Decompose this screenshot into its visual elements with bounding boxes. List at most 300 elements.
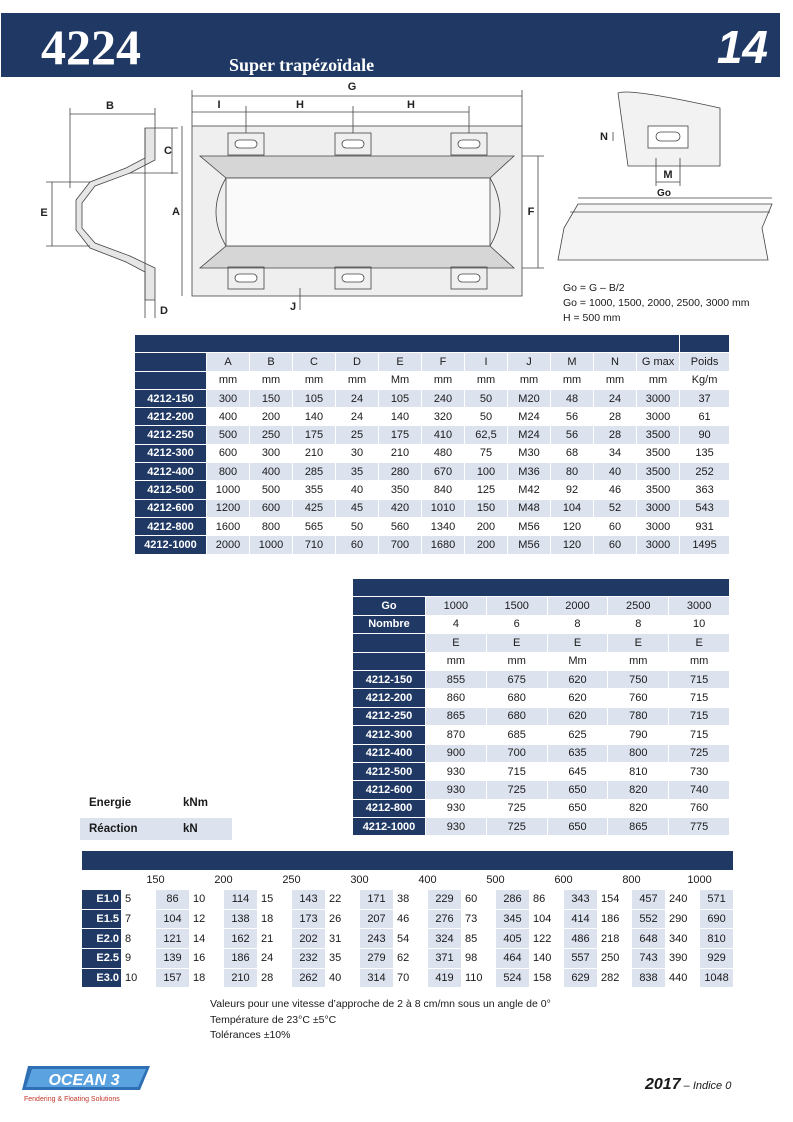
- table-row: [353, 744, 730, 762]
- table-cell: 175: [293, 426, 336, 444]
- energy-cell: 390: [666, 948, 700, 968]
- table-cell: 800: [250, 517, 293, 535]
- table-cell: 28: [594, 408, 637, 426]
- reaction-cell: 1048: [700, 968, 734, 988]
- table-row: [135, 499, 730, 517]
- row-label: E1.0: [82, 890, 122, 910]
- column-header: N: [594, 353, 637, 371]
- table-cell: 820: [608, 799, 669, 817]
- reaction-cell: 286: [496, 890, 530, 910]
- table-cell: 600: [250, 499, 293, 517]
- row-label: E1.5: [82, 909, 122, 929]
- energy-cell: 240: [666, 890, 700, 910]
- table-cell: 3000: [637, 389, 680, 407]
- energy-cell: 28: [258, 968, 292, 988]
- energy-cell: 73: [462, 909, 496, 929]
- table-title-row: [82, 851, 734, 871]
- dim-label-e: E: [40, 207, 48, 219]
- table-cell: 715: [669, 726, 730, 744]
- dim-label-b: B: [106, 100, 114, 112]
- table-cell: 650: [547, 781, 608, 799]
- reaction-cell: 162: [224, 929, 258, 949]
- row-label: E3.0: [82, 968, 122, 988]
- unit-cell: mm: [486, 652, 547, 670]
- unit-cell: Mm: [379, 371, 422, 389]
- table-cell: 500: [250, 481, 293, 499]
- table-cell: 865: [426, 707, 487, 725]
- table-cell: 48: [551, 389, 594, 407]
- unit-cell: mm: [465, 371, 508, 389]
- corner-cell: [135, 371, 207, 389]
- table-cell: 140: [293, 408, 336, 426]
- energy-cell: 340: [666, 929, 700, 949]
- table-row: [353, 818, 730, 836]
- energy-cell: 290: [666, 909, 700, 929]
- table-cell: 3000: [637, 536, 680, 554]
- table-cell: 210: [379, 444, 422, 462]
- table-cell: 650: [547, 799, 608, 817]
- table-cell: 100: [465, 463, 508, 481]
- footer: [645, 1076, 731, 1094]
- table-cell: 1495: [680, 536, 730, 554]
- reaction-cell: 114: [224, 890, 258, 910]
- table-cell: 250: [250, 426, 293, 444]
- column-header: I: [465, 353, 508, 371]
- reaction-cell: 838: [632, 968, 666, 988]
- reaction-cell: 571: [700, 890, 734, 910]
- table-cell: 3500: [637, 426, 680, 444]
- energy-cell: 110: [462, 968, 496, 988]
- table-cell: 210: [293, 444, 336, 462]
- energy-cell: 70: [394, 968, 428, 988]
- row-label: E2.5: [82, 948, 122, 968]
- table-cell: 730: [669, 762, 730, 780]
- table-cell: 50: [336, 517, 379, 535]
- reaction-cell: 143: [292, 890, 326, 910]
- nombre-value: 8: [608, 615, 669, 633]
- table-cell: 930: [426, 781, 487, 799]
- reaction-cell: 343: [564, 890, 598, 910]
- energy-cell: 38: [394, 890, 428, 910]
- table-cell: 635: [547, 744, 608, 762]
- table-title-bar: [353, 579, 730, 597]
- table-cell: 37: [680, 389, 730, 407]
- table-cell: 3000: [637, 517, 680, 535]
- table-cell: M24: [508, 408, 551, 426]
- reaction-cell: 173: [292, 909, 326, 929]
- table-cell: 645: [547, 762, 608, 780]
- table-cell: 625: [547, 726, 608, 744]
- table-cell: 24: [336, 408, 379, 426]
- footer-suffix: – Indice 0: [680, 1080, 732, 1092]
- table-cell: 200: [250, 408, 293, 426]
- column-header: J: [508, 353, 551, 371]
- reaction-cell: 464: [496, 948, 530, 968]
- dim-label-d: D: [160, 305, 168, 317]
- energy-cell: 9: [122, 948, 156, 968]
- table-cell: 60: [594, 517, 637, 535]
- ocean3-logo: [22, 1064, 154, 1104]
- table-cell: 685: [486, 726, 547, 744]
- size-header: 400: [394, 870, 462, 890]
- table-row: [135, 444, 730, 462]
- dim-label-a: A: [172, 206, 180, 218]
- table-cell: 700: [379, 536, 422, 554]
- table-cell: 1600: [207, 517, 250, 535]
- size-header: 150: [122, 870, 190, 890]
- table-cell: 725: [669, 744, 730, 762]
- energy-cell: 85: [462, 929, 496, 949]
- row-label: 4212-250: [135, 426, 207, 444]
- table-cell: 150: [250, 389, 293, 407]
- row-label: 4212-400: [353, 744, 426, 762]
- table-cell: M56: [508, 517, 551, 535]
- table-cell: M42: [508, 481, 551, 499]
- table-cell: 300: [250, 444, 293, 462]
- table-cell: M36: [508, 463, 551, 481]
- energy-cell: 62: [394, 948, 428, 968]
- energy-cell: 46: [394, 909, 428, 929]
- e-header: E: [608, 634, 669, 652]
- column-header: F: [422, 353, 465, 371]
- nombre-row: [353, 615, 730, 633]
- table-cell: 140: [379, 408, 422, 426]
- table-cell: 355: [293, 481, 336, 499]
- table-cell: M20: [508, 389, 551, 407]
- table-cell: 760: [608, 689, 669, 707]
- row-label: 4212-300: [135, 444, 207, 462]
- table-cell: 620: [547, 670, 608, 688]
- nombre-value: 10: [669, 615, 730, 633]
- formulas: [563, 281, 750, 326]
- go-value: 2500: [608, 597, 669, 615]
- table-cell: 1000: [250, 536, 293, 554]
- reaction-cell: 557: [564, 948, 598, 968]
- table-cell: 363: [680, 481, 730, 499]
- reaction-cell: 232: [292, 948, 326, 968]
- footer-year: 2017: [645, 1076, 681, 1093]
- energy-cell: 250: [598, 948, 632, 968]
- nombre-value: 6: [486, 615, 547, 633]
- table-cell: 620: [547, 689, 608, 707]
- table-cell: 1340: [422, 517, 465, 535]
- table-row: [135, 389, 730, 407]
- energy-cell: 22: [326, 890, 360, 910]
- reaction-cell: 138: [224, 909, 258, 929]
- energy-cell: 186: [598, 909, 632, 929]
- row-label: 4212-200: [135, 408, 207, 426]
- go-value: 2000: [547, 597, 608, 615]
- row-label: 4212-500: [353, 762, 426, 780]
- table-cell: 790: [608, 726, 669, 744]
- header-row: [135, 353, 730, 371]
- row-label: 4212-600: [353, 781, 426, 799]
- reaction-cell: 810: [700, 929, 734, 949]
- reaction-cell: 345: [496, 909, 530, 929]
- e-header: E: [547, 634, 608, 652]
- column-header: G max: [637, 353, 680, 371]
- table-row: [353, 781, 730, 799]
- energy-cell: 5: [122, 890, 156, 910]
- e-header: E: [669, 634, 730, 652]
- table-cell: M24: [508, 426, 551, 444]
- table-cell: 500: [207, 426, 250, 444]
- table-cell: 125: [465, 481, 508, 499]
- table-cell: M30: [508, 444, 551, 462]
- table-cell: 25: [336, 426, 379, 444]
- table-cell: 60: [594, 536, 637, 554]
- reaction-cell: 229: [428, 890, 462, 910]
- table-cell: 3500: [637, 444, 680, 462]
- energy-cell: 218: [598, 929, 632, 949]
- reaction-cell: 324: [428, 929, 462, 949]
- table-cell: 865: [608, 818, 669, 836]
- side-profile: [76, 128, 155, 300]
- table-cell: 750: [608, 670, 669, 688]
- dim-label-go: Go: [657, 188, 671, 199]
- corner-cell: [353, 652, 426, 670]
- table-row: [135, 408, 730, 426]
- reaction-cell: 186: [224, 948, 258, 968]
- unit-cell: mm: [551, 371, 594, 389]
- table-row: [353, 689, 730, 707]
- row-label: 4212-250: [353, 707, 426, 725]
- energy-cell: 158: [530, 968, 564, 988]
- formula-line: Go = 1000, 1500, 2000, 2500, 3000 mm: [563, 297, 750, 309]
- table-row: [353, 726, 730, 744]
- table-cell: 775: [669, 818, 730, 836]
- table-cell: 92: [551, 481, 594, 499]
- table-cell: 740: [669, 781, 730, 799]
- page-number: 14: [716, 21, 768, 73]
- reaction-cell: 629: [564, 968, 598, 988]
- reaction-cell: 419: [428, 968, 462, 988]
- row-label: 4212-600: [135, 499, 207, 517]
- row-label: 4212-150: [135, 389, 207, 407]
- table-cell: 50: [465, 389, 508, 407]
- unit-cell: mm: [508, 371, 551, 389]
- table-cell: 410: [422, 426, 465, 444]
- table-cell: M56: [508, 536, 551, 554]
- model-number: 4224: [41, 19, 141, 75]
- table-row: [353, 707, 730, 725]
- size-header: 250: [258, 870, 326, 890]
- row-label: 4212-1000: [135, 536, 207, 554]
- reaction-cell: 486: [564, 929, 598, 949]
- energy-cell: 122: [530, 929, 564, 949]
- e-header: E: [486, 634, 547, 652]
- unit-cell: mm: [250, 371, 293, 389]
- dim-label-j: J: [289, 301, 297, 313]
- column-header: M: [551, 353, 594, 371]
- table-cell: 670: [422, 463, 465, 481]
- reaction-cell: 743: [632, 948, 666, 968]
- table-cell: 280: [379, 463, 422, 481]
- reaction-cell: 157: [156, 968, 190, 988]
- go-label: Go: [353, 597, 426, 615]
- dim-label-i: I: [217, 99, 221, 111]
- table-cell: 675: [486, 670, 547, 688]
- nombre-label: Nombre: [353, 615, 426, 633]
- reaction-cell: 202: [292, 929, 326, 949]
- table-title-bar: [82, 851, 734, 871]
- size-header: 600: [530, 870, 598, 890]
- table-row: [353, 799, 730, 817]
- energie-label: Energie: [89, 797, 132, 809]
- formula-line: H = 500 mm: [563, 312, 621, 324]
- reaction-cell: 139: [156, 948, 190, 968]
- unit-cell: Mm: [547, 652, 608, 670]
- go-row: [353, 597, 730, 615]
- table-cell: 50: [465, 408, 508, 426]
- note-line: Tolérances ±10%: [210, 1029, 291, 1041]
- energy-cell: 10: [122, 968, 156, 988]
- table-cell: 1000: [207, 481, 250, 499]
- dim-label-f: F: [527, 206, 535, 218]
- row-label: 4212-400: [135, 463, 207, 481]
- table-cell: 715: [669, 707, 730, 725]
- table-cell: 800: [207, 463, 250, 481]
- units-row: [135, 371, 730, 389]
- reaction-cell: 104: [156, 909, 190, 929]
- table-cell: 2000: [207, 536, 250, 554]
- table-cell: 75: [465, 444, 508, 462]
- table-cell: 1010: [422, 499, 465, 517]
- table-cell: 200: [465, 517, 508, 535]
- size-header: 200: [190, 870, 258, 890]
- energy-cell: 18: [190, 968, 224, 988]
- energy-cell: 86: [530, 890, 564, 910]
- row-label: 4212-800: [135, 517, 207, 535]
- energy-cell: 35: [326, 948, 360, 968]
- table-cell: 931: [680, 517, 730, 535]
- energy-cell: 282: [598, 968, 632, 988]
- table-cell: 3000: [637, 499, 680, 517]
- size-header: 300: [326, 870, 394, 890]
- corner-cell: [135, 353, 207, 371]
- table-cell: 715: [486, 762, 547, 780]
- energy-cell: 18: [258, 909, 292, 929]
- table-row: [135, 481, 730, 499]
- reaction-cell: 457: [632, 890, 666, 910]
- table-cell: M48: [508, 499, 551, 517]
- reaction-cell: 207: [360, 909, 394, 929]
- size-header-row: [82, 870, 734, 890]
- table-cell: 725: [486, 781, 547, 799]
- table-cell: 350: [379, 481, 422, 499]
- table-cell: 700: [486, 744, 547, 762]
- reaction-cell: 279: [360, 948, 394, 968]
- energy-cell: 40: [326, 968, 360, 988]
- row-label: 4212-150: [353, 670, 426, 688]
- table-title-row: [135, 335, 730, 353]
- formula-line: Go = G – B/2: [563, 282, 625, 294]
- unit-cell: mm: [336, 371, 379, 389]
- table-title-bar: [135, 335, 680, 353]
- e-values-table: [352, 578, 730, 836]
- performance-table: [81, 850, 734, 988]
- table-cell: 930: [426, 799, 487, 817]
- unit-cell: mm: [637, 371, 680, 389]
- table-cell: 30: [336, 444, 379, 462]
- table-cell: 105: [379, 389, 422, 407]
- table-cell: 900: [426, 744, 487, 762]
- size-header: 800: [598, 870, 666, 890]
- e-header: E: [426, 634, 487, 652]
- product-title: Super trapézoïdale: [229, 55, 375, 75]
- table-cell: 35: [336, 463, 379, 481]
- energy-cell: 10: [190, 890, 224, 910]
- table-cell: 45: [336, 499, 379, 517]
- table-cell: 68: [551, 444, 594, 462]
- reaction-cell: 171: [360, 890, 394, 910]
- energy-cell: 8: [122, 929, 156, 949]
- dim-label-c: C: [164, 145, 172, 157]
- units-row: [353, 652, 730, 670]
- table-cell: 715: [669, 689, 730, 707]
- go-value: 1000: [426, 597, 487, 615]
- reaction-cell: 552: [632, 909, 666, 929]
- unit-cell: Kg/m: [680, 371, 730, 389]
- table-cell: 1200: [207, 499, 250, 517]
- table-cell: 62,5: [465, 426, 508, 444]
- dim-label-n: N: [600, 131, 608, 143]
- table-cell: 480: [422, 444, 465, 462]
- table-row: [353, 762, 730, 780]
- nombre-value: 4: [426, 615, 487, 633]
- go-value: 1500: [486, 597, 547, 615]
- unit-cell: mm: [594, 371, 637, 389]
- reaction-cell: 86: [156, 890, 190, 910]
- table-cell: 56: [551, 426, 594, 444]
- reaction-cell: 414: [564, 909, 598, 929]
- table-cell: 870: [426, 726, 487, 744]
- table-cell: 120: [551, 517, 594, 535]
- table-cell: 34: [594, 444, 637, 462]
- table-cell: 285: [293, 463, 336, 481]
- energy-cell: 60: [462, 890, 496, 910]
- energy-cell: 24: [258, 948, 292, 968]
- table-cell: 80: [551, 463, 594, 481]
- unit-cell: mm: [608, 652, 669, 670]
- table-cell: 930: [426, 762, 487, 780]
- reaction-cell: 648: [632, 929, 666, 949]
- reaction-unit: kN: [183, 823, 198, 835]
- unit-cell: mm: [207, 371, 250, 389]
- table-cell: 90: [680, 426, 730, 444]
- row-label: E2.0: [82, 929, 122, 949]
- reaction-cell: 276: [428, 909, 462, 929]
- table-cell: 650: [547, 818, 608, 836]
- table-cell: 52: [594, 499, 637, 517]
- table-cell: 3500: [637, 481, 680, 499]
- table-cell: 715: [669, 670, 730, 688]
- energy-cell: 98: [462, 948, 496, 968]
- size-header: 500: [462, 870, 530, 890]
- unit-cell: mm: [293, 371, 336, 389]
- table-row: [82, 968, 734, 988]
- unit-cell: mm: [426, 652, 487, 670]
- row-label: 4212-200: [353, 689, 426, 707]
- energy-cell: 31: [326, 929, 360, 949]
- column-header: A: [207, 353, 250, 371]
- logo-tagline: Fendering & Floating Solutions: [24, 1096, 120, 1103]
- reaction-cell: 929: [700, 948, 734, 968]
- reaction-cell: 690: [700, 909, 734, 929]
- table-cell: 400: [207, 408, 250, 426]
- energy-cell: 12: [190, 909, 224, 929]
- reaction-cell: 524: [496, 968, 530, 988]
